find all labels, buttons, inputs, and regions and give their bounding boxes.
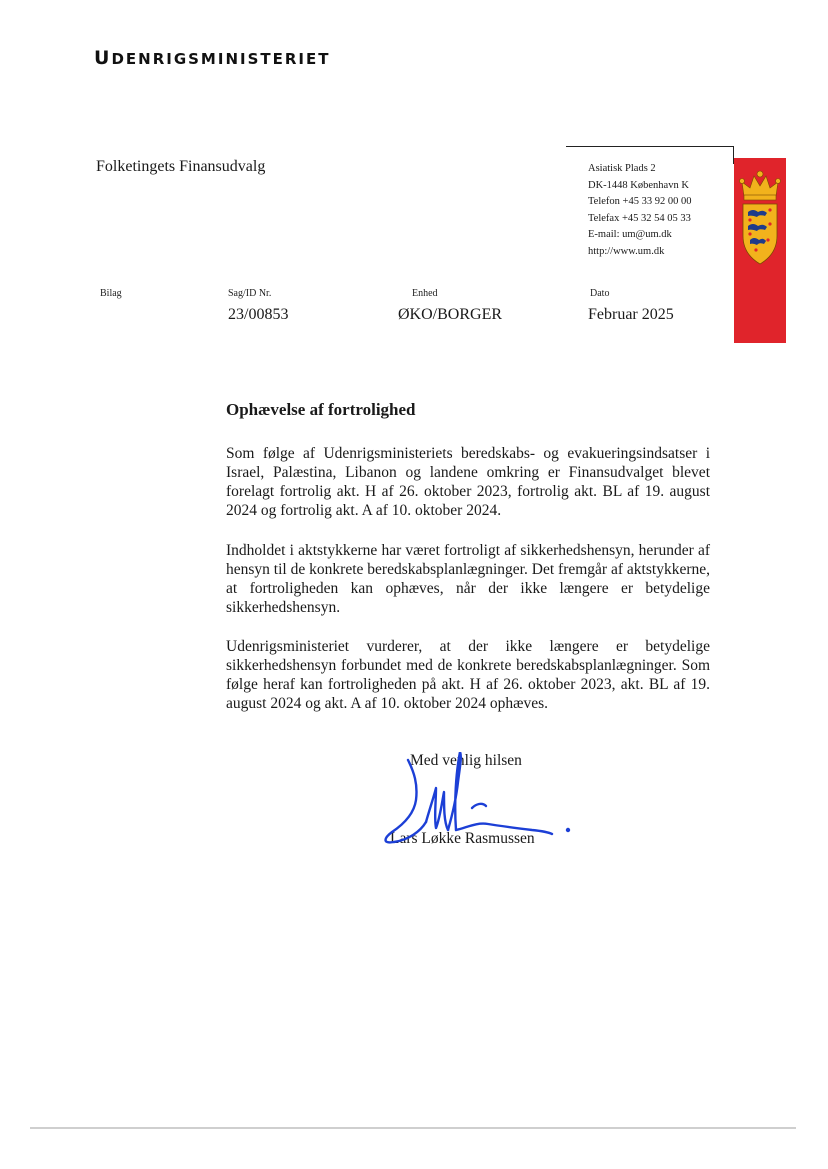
page-bottom-rule [30, 1127, 796, 1129]
sag-value: 23/00853 [228, 306, 289, 323]
address-website: http://www.um.dk [588, 245, 665, 257]
enhed-label: Enhed [412, 288, 438, 299]
address-city: DK-1448 København K [588, 179, 689, 191]
address-street: Asiatisk Plads 2 [588, 163, 656, 174]
coat-of-arms-icon [734, 168, 786, 278]
ministry-name: UDENRIGSMINISTERIET [94, 47, 331, 69]
address-block [588, 161, 691, 260]
dato-label: Dato [590, 288, 610, 299]
signer-name: Lars Løkke Rasmussen [390, 830, 535, 847]
paragraph-2: Indholdet i aktstykkerne har været fortroligt af sikkerhedshensyn, herunder af hensyn til de konkrete beredskabsplanlægninger. Det fremgår af aktstykkerne, at fortroligheden kan ophæves, når der ikke længere er betydelige sikkerhedshensyn. [226, 542, 710, 616]
sag-label: Sag/ID Nr. [228, 288, 272, 299]
handwritten-signature [376, 752, 576, 862]
address-email: E-mail: um@um.dk [588, 229, 672, 240]
address-rule [566, 146, 734, 147]
letter-heading: Ophævelse af fortrolighed [226, 400, 416, 419]
enhed-value: ØKO/BORGER [398, 306, 503, 323]
paragraph-3: Udenrigsministeriet vurderer, at der ikke længere er betydelige sikkerhedshensyn forbundet med de konkrete beredskabsplanlægninger. Som følge heraf kan fortroligheden på akt. H af 26. oktober 2023, akt. BL af 19. august 2024 og akt. A af 10. oktober 2024 ophæves. [226, 638, 710, 712]
closing-text: Med venlig hilsen [410, 752, 522, 769]
address-fax: Telefax +45 32 54 05 33 [588, 212, 691, 224]
coat-of-arms-banner [734, 158, 786, 343]
paragraph-1: Som følge af Udenrigsministeriets beredskabs- og evakueringsindsatser i Israel, Palæstina, Libanon og landene omkring er Finansudvalget blevet forelagt fortrolig akt. H af 26. oktober 2023, fortrolig akt. BL af 19. august 2024 og fortrolig akt. A af 10. oktober 2024. [226, 445, 710, 519]
bilag-label: Bilag [100, 288, 122, 299]
address-phone: Telefon +45 33 92 00 00 [588, 196, 692, 207]
dato-value: Februar 2025 [588, 306, 674, 323]
recipient: Folketingets Finansudvalg [96, 158, 266, 175]
